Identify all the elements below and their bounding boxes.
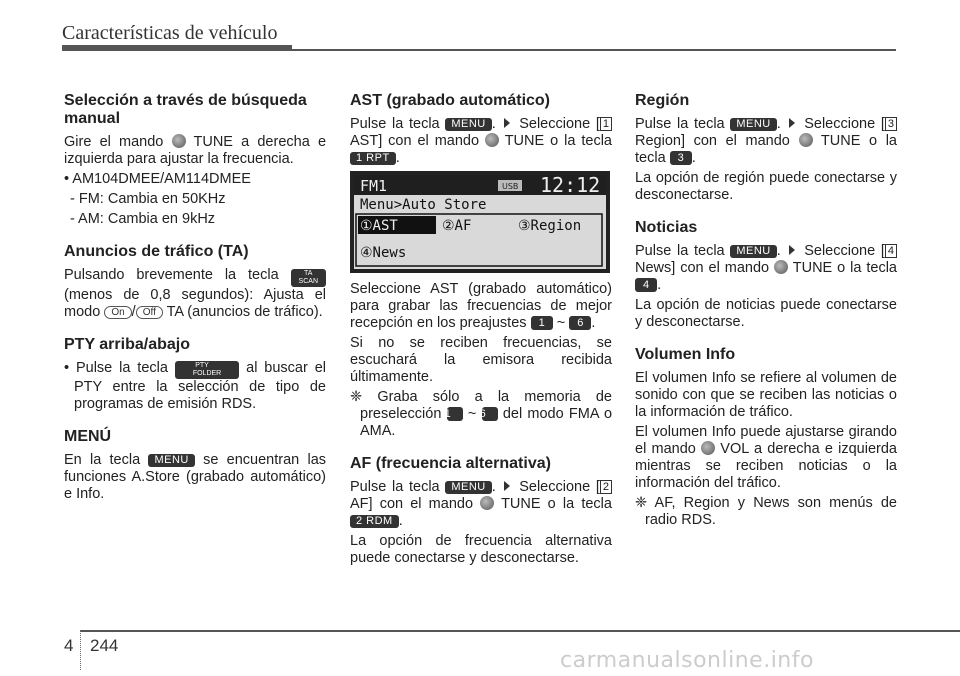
box-4-icon: 4 (885, 244, 897, 258)
text: TUNE o la tecla (501, 496, 612, 512)
text: ❈ Graba sólo a la memoria de preselección (350, 389, 612, 422)
text: Pulse la tecla (350, 479, 440, 495)
paragraph: Pulse la tecla MENU . Seleccione [ 1 AST] con el mando TUNE o la tecla 1 RPT . (350, 116, 612, 166)
tune-knob-icon (774, 260, 788, 274)
paragraph: Pulsando brevemente la tecla TA SCAN (menos de 0,8 segundos): Ajusta el modo On / Off TA (anuncios de tráfico). (64, 267, 326, 320)
preset-6-key-icon: 6 (569, 316, 591, 330)
footer-divider (80, 630, 81, 670)
bullet (64, 360, 326, 413)
display-mode: FM1 (360, 177, 388, 195)
box-2-icon: 2 (600, 480, 612, 494)
section-title-news: Noticias (635, 219, 698, 236)
indent-item: - FM: Cambia en 50KHz (70, 191, 226, 207)
paragraph: La opción de frecuencia alternativa puede conectarse y desconectarse. (350, 533, 612, 566)
text: Pulsando brevemente la tecla (64, 267, 279, 283)
paragraph (635, 424, 897, 492)
display-option-region: ③Region (518, 218, 582, 234)
text: Seleccione [ (519, 116, 600, 132)
off-key-icon: Off (136, 306, 163, 319)
paragraph: Seleccione AST (grabado automático) para grabar las frecuencias de mejor recepción en los preajustes 1 ~ 6 . (350, 281, 612, 331)
note (350, 389, 612, 440)
display-option-af: ②AF (442, 218, 472, 234)
arrow-right-icon (789, 245, 795, 255)
key-label: FOLDER (192, 370, 222, 377)
arrow-right-icon (504, 481, 510, 491)
paragraph: El volumen Info se refiere al volumen de sonido con que se reciben las noticias o la información de tráfico. (635, 370, 897, 420)
menu-key-icon: MENU (445, 118, 491, 131)
column-1 (64, 92, 326, 506)
text: AST] con el mando (350, 133, 480, 149)
tune-knob-icon (485, 133, 499, 147)
preset-3-key-icon: 3 (670, 151, 692, 165)
key-label: TA (304, 270, 313, 277)
preset-1-key-icon: 1 (531, 316, 553, 330)
column-2 (350, 92, 612, 570)
text: al buscar el PTY entre la selección de tipo de programas de emisión RDS. (74, 360, 326, 412)
text: (menos de 0,8 segundos): Ajusta el modo (64, 287, 326, 320)
section-title-ta: Anuncios de tráfico (TA) (64, 243, 249, 260)
text: Seleccione [ (804, 116, 885, 132)
paragraph: La opción de noticias puede conectarse y desconectarse. (635, 297, 897, 330)
section-title-menu: MENÚ (64, 428, 112, 445)
watermark: carmanualsonline.info (560, 648, 814, 673)
note: ❈ AF, Region y News son menús de radio RDS. (635, 495, 897, 528)
section-title-af: AF (frecuencia alternativa) (350, 455, 551, 472)
display-option-ast: ①AST (360, 218, 398, 234)
radio-display-svg (350, 171, 610, 273)
text: VOL a derecha e izquierda mientras se reciben noticias o la información del tráfico. (635, 441, 897, 491)
chapter-number: 4 (64, 636, 74, 655)
tune-knob-icon (799, 133, 813, 147)
text: El volumen Info puede ajustarse girando el mando (635, 424, 897, 457)
text: Seleccione [ (519, 479, 600, 495)
paragraph: Si no se reciben frecuencias, se escuchará la emisora recibida últimamente. (350, 335, 612, 385)
preset-1-key-icon: 1 (447, 407, 463, 421)
paragraph: Pulse la tecla MENU . Seleccione [ 2 AF] con el mando TUNE o la tecla 2 RDM . (350, 479, 612, 529)
menu-key-icon: MENU (730, 245, 776, 258)
box-3-icon: 3 (885, 117, 897, 131)
page-number: 244 (90, 636, 119, 655)
paragraph: Pulse la tecla MENU . Seleccione [ 4 News] con el mando TUNE o la tecla 4 . (635, 243, 897, 293)
text: Region] con el mando (635, 133, 790, 149)
indent-item: - AM: Cambia en 9kHz (70, 211, 216, 227)
text: TUNE o la tecla (504, 133, 612, 149)
paragraph: La opción de región puede conectarse y desconectarse. (635, 170, 897, 203)
text: del modo FMA o AMA. (360, 406, 613, 439)
bullet: • AM104DMEE/AM114DMEE (64, 171, 251, 187)
section-title-manual-search: Selección a través de búsqueda manual (64, 92, 307, 127)
menu-key-icon: MENU (148, 454, 194, 467)
menu-key-icon: MENU (730, 118, 776, 131)
arrow-right-icon (504, 118, 510, 128)
paragraph (64, 452, 326, 503)
section-title-pty: PTY arriba/abajo (64, 336, 190, 353)
section-title-region: Región (635, 92, 690, 109)
radio-display-screen (350, 171, 610, 273)
text: Pulse la tecla (635, 243, 725, 259)
text: TUNE a derecha e izquierda para ajustar la frecuencia. (64, 134, 327, 167)
ta-scan-key-icon (291, 269, 326, 287)
vol-knob-icon (701, 441, 715, 455)
key-label: PTY (195, 362, 209, 369)
text: News] con el mando (635, 260, 770, 276)
pty-folder-key-icon (175, 361, 239, 379)
text: TUNE o la tecla (635, 133, 897, 166)
preset-1-rpt-key-icon: 1 RPT (350, 152, 396, 165)
text: Seleccione [ (804, 243, 885, 259)
page-header-title: Características de vehículo (62, 22, 278, 44)
text: Pulse la tecla (635, 116, 725, 132)
text: ~ (467, 406, 477, 422)
display-option-news: ④News (360, 245, 407, 261)
text: TUNE o la tecla (792, 260, 897, 276)
preset-6-key-icon: 6 (482, 407, 498, 421)
box-1-icon: 1 (600, 117, 612, 131)
column-3 (635, 92, 897, 532)
section-title-ast: AST (grabado automático) (350, 92, 551, 109)
text: Seleccione AST (grabado automático) para grabar las frecuencias de mejor recepción en los preajustes (350, 281, 612, 331)
preset-4-key-icon: 4 (635, 278, 657, 292)
text: • Pulse la tecla (64, 360, 168, 376)
paragraph (64, 134, 326, 168)
paragraph: Pulse la tecla MENU . Seleccione [ 3 Region] con el mando TUNE o la tecla 3 . (635, 116, 897, 166)
text: En la tecla (64, 452, 141, 468)
on-key-icon: On (104, 306, 131, 319)
header-rule (62, 49, 896, 51)
display-menu-path: Menu>Auto Store (360, 197, 487, 213)
menu-key-icon: MENU (445, 481, 491, 494)
text: AF] con el mando (350, 496, 474, 512)
section-title-volume-info: Volumen Info (635, 346, 736, 363)
text: Pulse la tecla (350, 116, 440, 132)
display-usb: USB (502, 182, 519, 191)
arrow-right-icon (789, 118, 795, 128)
text: TA (anuncios de tráfico). (166, 304, 323, 320)
preset-2-rdm-key-icon: 2 RDM (350, 515, 399, 528)
footer-rule (80, 630, 960, 632)
key-label: SCAN (298, 278, 318, 285)
text: ~ (556, 315, 566, 331)
tune-knob-icon (480, 496, 494, 510)
text: Gire el mando (64, 134, 164, 150)
text: se encuentran las funciones A.Store (grabado automático) e Info. (64, 452, 327, 502)
display-time: 12:12 (540, 173, 601, 197)
tune-knob-icon (172, 134, 186, 148)
